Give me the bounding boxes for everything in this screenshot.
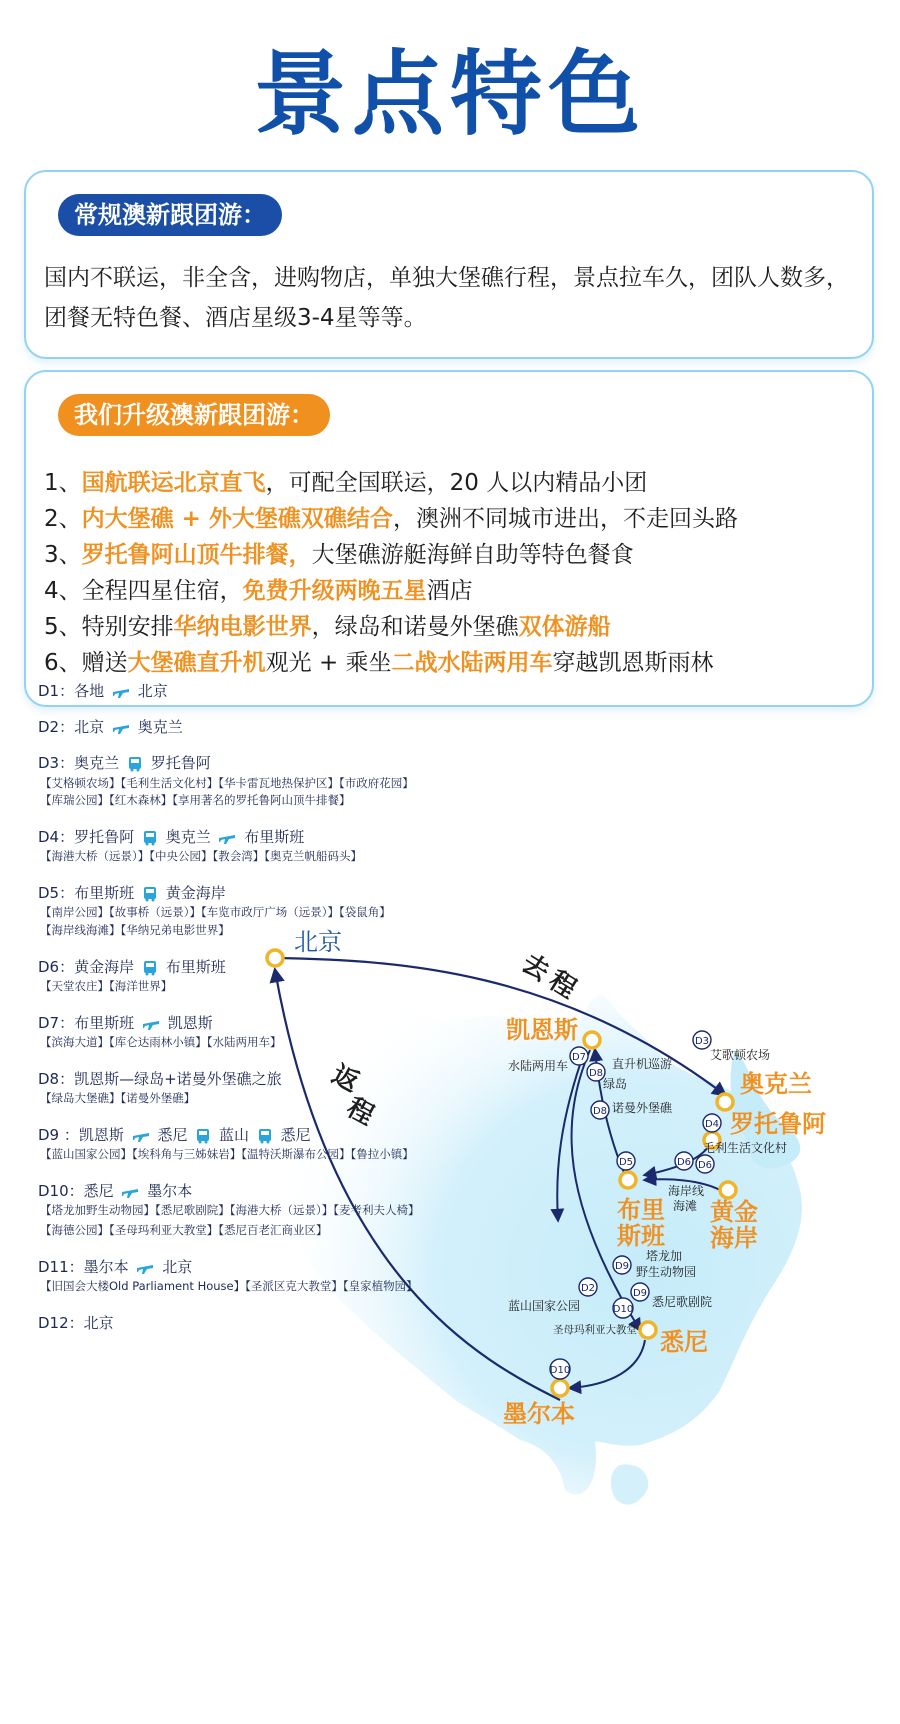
bus-icon bbox=[142, 960, 158, 976]
svg-text:D10: D10 bbox=[549, 1365, 571, 1376]
city-cairns: 凯恩斯 bbox=[506, 1016, 578, 1044]
spot-taronga-2: 野生动物园 bbox=[636, 1265, 697, 1279]
itinerary-day-10: D10：悉尼 墨尔本 bbox=[38, 1182, 193, 1200]
svg-text:D6: D6 bbox=[697, 1160, 713, 1171]
spot-maori: 毛利生活文化村 bbox=[703, 1141, 788, 1155]
marker-d9b bbox=[631, 1283, 649, 1301]
itinerary-day-3-detail-2: 【库瑞公园】【红木森林】【享用著名的罗托鲁阿山顶牛排餐】 bbox=[40, 793, 351, 807]
itinerary-day-2: D2：北京 奥克兰 bbox=[38, 718, 183, 736]
city-goldcoast-2: 海岸 bbox=[710, 1224, 758, 1252]
itinerary-day-3-detail-1: 【艾格顿农场】【毛利生活文化村】【华卡雷瓦地热保护区】【市政府花园】 bbox=[40, 776, 414, 790]
svg-text:D7: D7 bbox=[571, 1052, 587, 1063]
itinerary-day-8: D8：凯恩斯—绿岛+诺曼外堡礁之旅 bbox=[38, 1070, 282, 1088]
marker-d2 bbox=[579, 1278, 597, 1296]
marker-d5 bbox=[617, 1152, 635, 1170]
plane-icon bbox=[132, 1129, 150, 1143]
plane-icon bbox=[136, 1261, 154, 1275]
regular-tour-text: 国内不联运，非全含，进购物店，单独大堡礁行程，景点拉车久，团队人数多，团餐无特色餐、酒店星级3-4星等等。 bbox=[44, 265, 849, 331]
itinerary-day-11: D11：墨尔本 北京 bbox=[38, 1258, 193, 1276]
city-beijing: 北京 bbox=[294, 928, 342, 956]
bus-icon bbox=[257, 1128, 273, 1144]
marker-d4 bbox=[703, 1114, 721, 1132]
feature-item: 4、全程四星住宿，免费升级两晚五星酒店 bbox=[44, 578, 473, 604]
plane-icon bbox=[218, 831, 236, 845]
svg-text:D4: D4 bbox=[704, 1119, 720, 1130]
upgrade-tour-card bbox=[24, 370, 874, 707]
tasmania-shape bbox=[611, 1464, 648, 1504]
svg-text:D10: D10 bbox=[612, 1304, 634, 1315]
plane-icon bbox=[142, 1017, 160, 1031]
city-melbourne: 墨尔本 bbox=[503, 1400, 575, 1428]
itinerary-day-7: D7：布里斯班 凯恩斯 bbox=[38, 1014, 213, 1032]
upgrade-tour-label: 我们升级澳新跟团游： bbox=[58, 394, 330, 436]
feature-item: 6、赠送大堡礁直升机观光 + 乘坐二战水陆两用车穿越凯恩斯雨林 bbox=[44, 650, 714, 676]
bus-icon bbox=[142, 886, 158, 902]
marker-d8 bbox=[587, 1063, 605, 1081]
bus-icon bbox=[195, 1128, 211, 1144]
svg-text:D9: D9 bbox=[614, 1261, 630, 1272]
itinerary-day-10-detail-1: 【塔龙加野生动物园】【悉尼歌剧院】【海港大桥（远景）】【麦考利夫人椅】 bbox=[40, 1203, 420, 1217]
svg-text:D5: D5 bbox=[618, 1157, 634, 1168]
city-ring-cairns bbox=[584, 1032, 600, 1048]
city-ring-melbourne bbox=[552, 1380, 568, 1396]
spot-heli: 直升机巡游 bbox=[612, 1057, 673, 1071]
regular-tour-card bbox=[24, 170, 874, 359]
marker-d3 bbox=[693, 1031, 711, 1049]
itinerary-day-5-detail-1: 【南岸公园】【故事桥（远景）】【车览市政厅广场（远景）】【袋鼠角】 bbox=[40, 905, 391, 919]
marker-d10a bbox=[613, 1298, 633, 1318]
city-goldcoast-1: 黄金 bbox=[710, 1198, 758, 1226]
marker-d9a bbox=[613, 1256, 631, 1274]
feature-item: 3、罗托鲁阿山顶牛排餐，大堡礁游艇海鲜自助等特色餐食 bbox=[44, 542, 634, 568]
route-out-label: 去程 bbox=[516, 948, 587, 1008]
spot-green-island: 绿岛 bbox=[603, 1077, 628, 1091]
city-rotorua: 罗托鲁阿 bbox=[730, 1110, 826, 1138]
feature-list bbox=[44, 465, 738, 681]
regular-tour-label: 常规澳新跟团游： bbox=[58, 194, 282, 236]
itinerary-day-7-detail-1: 【滨海大道】【库仑达雨林小镇】【水陆两用车】 bbox=[40, 1035, 282, 1049]
feature-item: 2、内大堡礁 + 外大堡礁双礁结合，澳洲不同城市进出，不走回头路 bbox=[44, 506, 738, 532]
itinerary-day-10-detail-2: 【海德公园】【圣母玛利亚大教堂】【悉尼百老汇商业区】 bbox=[40, 1223, 328, 1237]
spot-blue-mountains: 蓝山国家公园 bbox=[508, 1299, 581, 1313]
itinerary-day-5: D5：布里斯班 黄金海岸 bbox=[38, 884, 226, 902]
marker-d6a bbox=[675, 1152, 693, 1170]
feature-item: 5、特别安排华纳电影世界，绿岛和诺曼外堡礁双体游船 bbox=[44, 614, 611, 640]
itinerary-day-12: D12：北京 bbox=[38, 1314, 114, 1332]
itinerary-day-6-detail-1: 【天堂农庄】【海洋世界】 bbox=[40, 979, 173, 993]
spot-amphibious: 水陆两用车 bbox=[508, 1059, 569, 1073]
plane-icon bbox=[121, 1185, 139, 1199]
city-ring-brisbane bbox=[620, 1172, 636, 1188]
marker-d8b bbox=[591, 1101, 609, 1119]
itinerary-day-5-detail-2: 【海岸线海滩】【华纳兄弟电影世界】 bbox=[40, 923, 230, 937]
spot-cathedral: 圣母玛利亚大教堂 bbox=[553, 1324, 637, 1336]
spot-farm: 艾歌顿农场 bbox=[710, 1048, 771, 1062]
bus-icon bbox=[142, 830, 158, 846]
city-brisbane-2: 斯班 bbox=[617, 1222, 665, 1250]
spot-beach-2: 海滩 bbox=[673, 1199, 698, 1213]
spot-beach-1: 海岸线 bbox=[668, 1184, 705, 1198]
itinerary-day-3: D3：奥克兰 罗托鲁阿 bbox=[38, 754, 211, 772]
svg-text:D8: D8 bbox=[588, 1068, 604, 1079]
route-back-label-2: 程 bbox=[341, 1092, 379, 1132]
itinerary-day-8-detail-1: 【绿岛大堡礁】【诺曼外堡礁】 bbox=[40, 1091, 196, 1105]
itinerary-day-4-detail-1: 【海港大桥（远景）】【中央公园】【教会湾】【奥克兰帆船码头】 bbox=[40, 849, 362, 863]
svg-text:D8: D8 bbox=[592, 1106, 608, 1117]
svg-text:D2: D2 bbox=[580, 1283, 596, 1294]
svg-text:D9: D9 bbox=[632, 1288, 648, 1299]
spot-taronga-1: 塔龙加 bbox=[646, 1249, 683, 1263]
itinerary-day-6: D6：黄金海岸 布里斯班 bbox=[38, 958, 226, 976]
spot-opera: 悉尼歌剧院 bbox=[652, 1295, 713, 1309]
page-title: 景点特色 bbox=[253, 41, 646, 148]
city-ring-auckland bbox=[717, 1094, 733, 1110]
feature-item: 1、国航联运北京直飞，可配全国联运，20 人以内精品小团 bbox=[44, 470, 648, 496]
itinerary-day-9: D9 ：凯恩斯 悉尼 蓝山 悉尼 bbox=[38, 1126, 311, 1144]
marker-d10b bbox=[550, 1359, 570, 1379]
bus-icon bbox=[127, 756, 143, 772]
city-ring-goldcoast bbox=[720, 1182, 736, 1198]
city-ring-beijing bbox=[267, 950, 283, 966]
city-sydney: 悉尼 bbox=[660, 1328, 708, 1356]
svg-text:D3: D3 bbox=[694, 1036, 710, 1047]
route-back-label-1: 返 bbox=[326, 1059, 364, 1099]
svg-text:D6: D6 bbox=[676, 1157, 692, 1168]
city-brisbane-1: 布里 bbox=[617, 1196, 665, 1224]
itinerary-day-9-detail-1: 【蓝山国家公园】【埃科角与三姊妹岩】【温特沃斯瀑布公园】【鲁拉小镇】 bbox=[40, 1147, 414, 1161]
plane-icon bbox=[112, 685, 130, 699]
itinerary-day-1: D1：各地 北京 bbox=[38, 682, 168, 700]
city-auckland: 奥克兰 bbox=[740, 1070, 812, 1098]
itinerary-day-4: D4：罗托鲁阿 奥克兰 布里斯班 bbox=[38, 828, 305, 846]
itinerary-day-11-detail-1: 【旧国会大楼Old Parliament House】【圣派区克大教堂】【皇家植物园】 bbox=[40, 1279, 418, 1293]
plane-icon bbox=[112, 721, 130, 735]
spot-norman-reef: 诺曼外堡礁 bbox=[612, 1101, 673, 1115]
city-ring-sydney bbox=[640, 1322, 656, 1338]
marker-d6b bbox=[696, 1155, 714, 1173]
marker-d7 bbox=[570, 1047, 588, 1065]
